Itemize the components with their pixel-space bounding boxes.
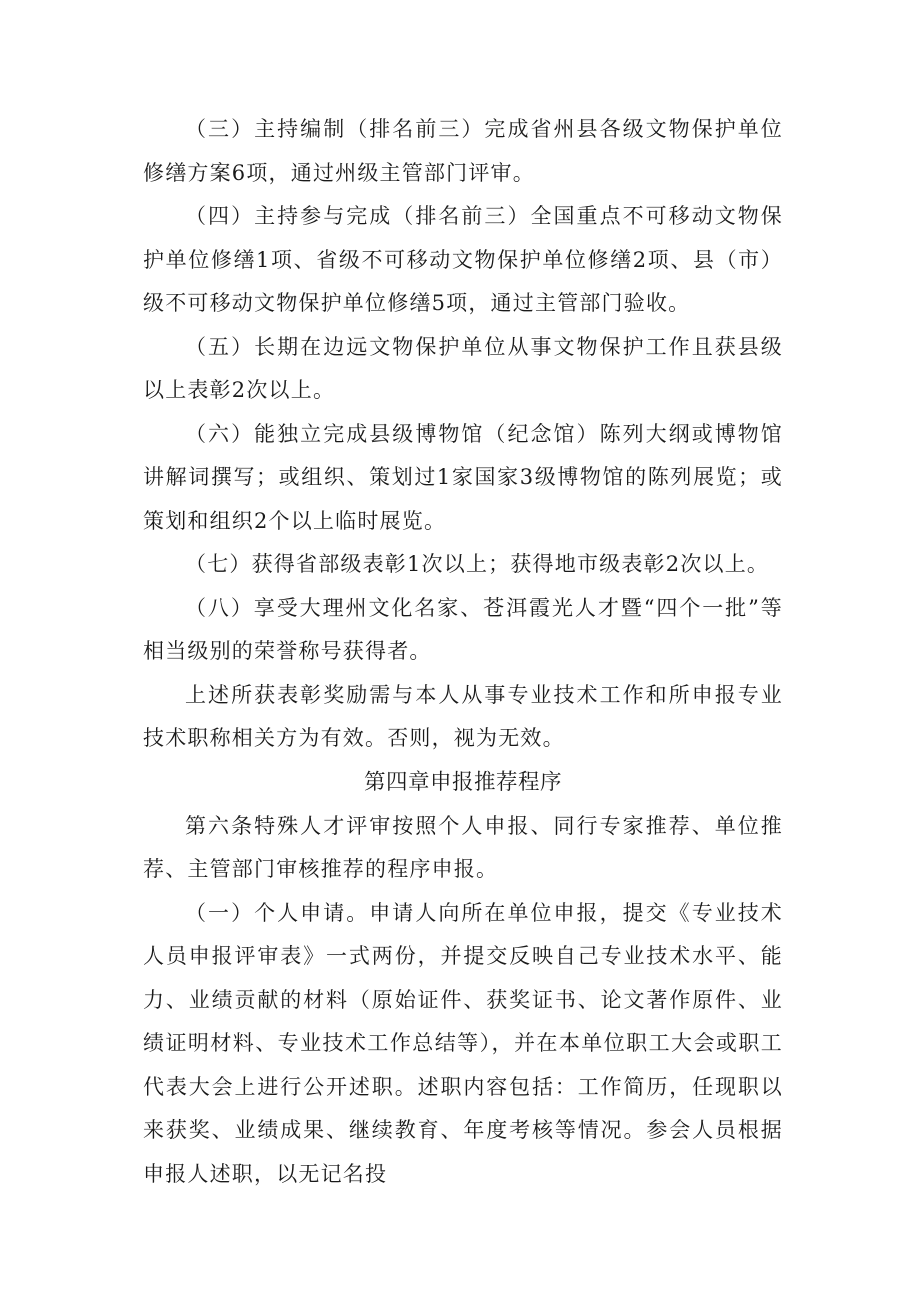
document-page [143,108,783,1196]
paragraph-item-3: （三）主持编制（排名前三）完成省州县各级文物保护单位修缮方案6项，通过州级主管部门评审。 [143,117,783,185]
paragraph-validity-note: 上述所获表彰奖励需与本人从事专业技术工作和所申报专业技术职称相关方为有效。否则，视为无效。 [143,682,783,750]
paragraph-item-6: （六）能独立完成县级博物馆（纪念馆）陈列大纲或博物馆讲解词撰写；或组织、策划过1家国家3级博物馆的陈列展览；或策划和组织2个以上临时展览。 [143,421,783,533]
paragraph-item-4: （四）主持参与完成（排名前三）全国重点不可移动文物保护单位修缮1项、省级不可移动文物保护单位修缮2项、县（市）级不可移动文物保护单位修缮5项，通过主管部门验收。 [143,204,783,315]
paragraph-item-5: （五）长期在边远文物保护单位从事文物保护工作且获县级以上表彰2次以上。 [143,334,783,402]
chapter-heading: 第四章申报推荐程序 [363,769,562,795]
paragraph-item-8: （八）享受大理州文化名家、苍洱霞光人才暨“四个一批”等相当级别的荣誉称号获得者。 [143,595,783,663]
paragraph-individual-application: （一）个人申请。申请人向所在单位申报，提交《专业技术人员申报评审表》一式两份，并提交反映自己专业技术水平、能力、业绩贡献的材料（原始证件、获奖证书、论文著作原件、业绩证明材料、专业技术工作总结等），并在本单位职工大会或职工代表大会上进行公开述职。述职内容包括：工作简历，任现职以来获奖、业绩成果、继续教育、年度考核等情况。参会人员根据申报人述职，以无记名投 [143,900,783,1186]
paragraph-article-6: 第六条特殊人才评审按照个人申报、同行专家推荐、单位推荐、主管部门审核推荐的程序申报。 [143,813,783,881]
paragraph-item-7: （七）获得省部级表彰1次以上；获得地市级表彰2次以上。 [185,552,770,576]
